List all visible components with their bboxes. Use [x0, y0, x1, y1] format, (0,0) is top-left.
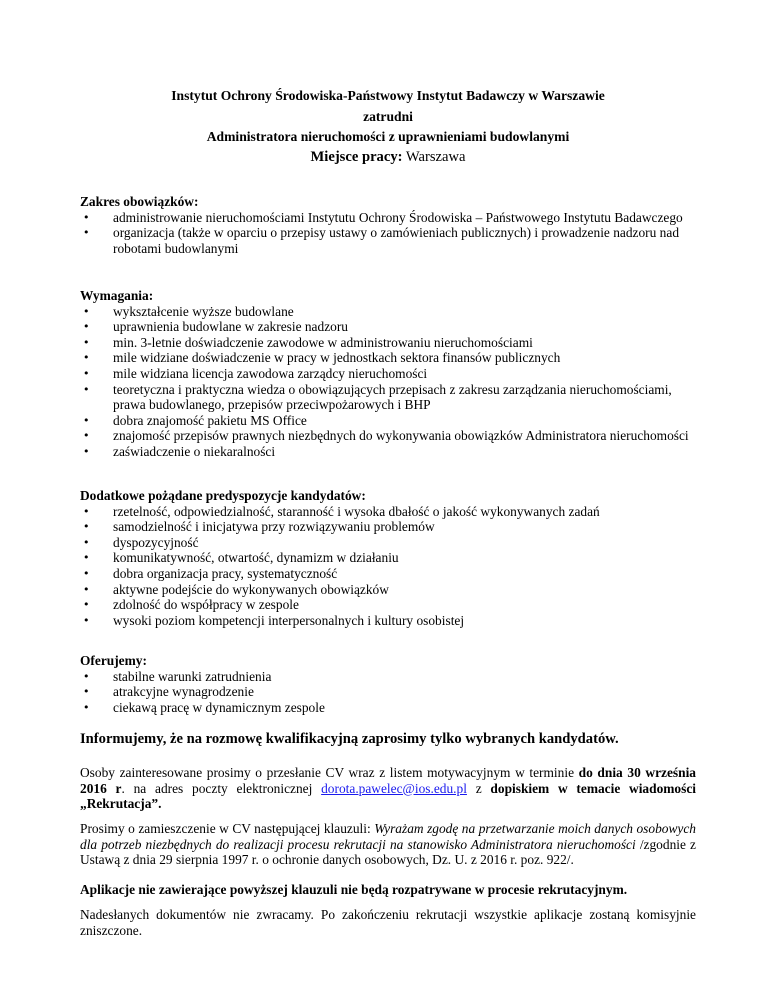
offer-title: Oferujemy: — [80, 653, 147, 668]
offer-list — [80, 669, 696, 716]
interview-notice: Informujemy, że na rozmowę kwalifikacyjną zaprosimy tylko wybranych kandydatów. — [80, 731, 619, 747]
list-item: • zaświadczenie o niekaralności — [80, 444, 696, 460]
requirements-section — [80, 288, 696, 460]
list-item: • dyspozycyjność — [80, 535, 696, 551]
list-item: • administrowanie nieruchomościami Instytutu Ochrony Środowiska – Państwowego Instytutu Badawczego — [80, 210, 696, 226]
list-item: • ciekawą pracę w dynamicznym zespole — [80, 700, 696, 716]
job-title: Administratora nieruchomości z uprawnieniami budowlanymi — [206, 129, 570, 144]
apply-text: z — [466, 780, 491, 796]
list-item: • uprawnienia budowlane w zakresie nadzoru — [80, 319, 696, 335]
clause-text: Prosimy o zamieszczenie w CV następującej klauzuli: — [80, 821, 375, 836]
duties-title: Zakres obowiązków: — [80, 194, 199, 209]
email-link[interactable]: dorota.pawelec@ios.edu.pl — [321, 780, 467, 796]
clause-italic: Wyrażam zgodę na przetwarzanie moich danych osobowych dla potrzeb niezbędnych do realizacji procesu rekrutacji na stanowisko Administratora nieruchomości — [80, 821, 696, 852]
list-item: • wysoki poziom kompetencji interpersonalnych i kultury osobistej — [80, 613, 696, 629]
job-header — [80, 86, 696, 148]
workplace-label: Miejsce pracy: — [310, 149, 403, 165]
duties-section — [80, 194, 696, 256]
list-item: • teoretyczna i praktyczna wiedza o obowiązujących przepisach z zakresu zarządzania nieruchomościami, prawa budowlanego, przepisów przeciwpożarowych i BHP — [80, 382, 696, 413]
requirements-list — [80, 304, 696, 460]
list-item: • znajomość przepisów prawnych niezbędnych do wykonywania obowiązków Administratora nieruchomości — [80, 428, 696, 444]
deadline: do dnia 30 września 2016 r — [80, 765, 696, 796]
institute-name: Instytut Ochrony Środowiska-Państwowy Instytut Badawczy w Warszawie — [171, 88, 605, 103]
extra-list — [80, 504, 696, 629]
subject-note: dopiskiem w temacie wiadomości „Rekrutacja”. — [80, 780, 696, 812]
extra-section — [80, 488, 696, 628]
list-item: • aktywne podejście do wykonywanych obowiązków — [80, 582, 696, 598]
list-item: • mile widziana licencja zawodowa zarządcy nieruchomości — [80, 366, 696, 382]
list-item: • organizacja (także w oparciu o przepisy ustawy o zamówieniach publicznych) i prowadzenie nadzoru nad robotami budowlanymi — [80, 225, 696, 256]
extra-title: Dodatkowe pożądane predyspozycje kandydatów: — [80, 488, 366, 503]
list-item: • komunikatywność, otwartość, dynamizm w działaniu — [80, 550, 696, 566]
hiring-verb: zatrudni — [363, 108, 413, 124]
clause-paragraph — [80, 821, 696, 868]
application-paragraph — [80, 765, 696, 812]
list-item: • rzetelność, odpowiedzialność, staranność i wysoka dbałość o jakość wykonywanych zadań — [80, 504, 696, 520]
warning-paragraph: Aplikacje nie zawierające powyższej klauzuli nie będą rozpatrywane w procesie rekrutacyjnym. — [80, 882, 628, 897]
duties-list — [80, 210, 696, 257]
offer-section — [80, 653, 696, 715]
list-item: • zdolność do współpracy w zespole — [80, 597, 696, 613]
requirements-title: Wymagania: — [80, 288, 154, 303]
list-item: • mile widziane doświadczenie w pracy w jednostkach sektora finansów publicznych — [80, 350, 696, 366]
list-item: • dobra znajomość pakietu MS Office — [80, 413, 696, 429]
apply-text: . na adres poczty elektronicznej — [121, 780, 322, 796]
workplace — [80, 150, 696, 166]
clause-text: /zgodnie z Ustawą z dnia 29 sierpnia 1997 r. o ochronie danych osobowych, Dz. U. z 2016 r. poz. 922/. — [80, 836, 696, 868]
list-item: • wykształcenie wyższe budowlane — [80, 304, 696, 320]
workplace-value: Warszawa — [405, 149, 466, 165]
list-item: • atrakcyjne wynagrodzenie — [80, 684, 696, 700]
list-item: • stabilne warunki zatrudnienia — [80, 669, 696, 685]
list-item: • samodzielność i inicjatywa przy rozwiązywaniu problemów — [80, 519, 696, 535]
apply-text: Osoby zainteresowane prosimy o przesłanie CV wraz z listem motywacyjnym w terminie — [80, 765, 579, 780]
list-item: • min. 3-letnie doświadczenie zawodowe w administrowaniu nieruchomościami — [80, 335, 696, 351]
list-item: • dobra organizacja pracy, systematyczność — [80, 566, 696, 582]
closing-paragraph: Nadesłanych dokumentów nie zwracamy. Po zakończeniu rekrutacji wszystkie aplikacje zostaną komisyjnie zniszczone. — [80, 907, 696, 938]
